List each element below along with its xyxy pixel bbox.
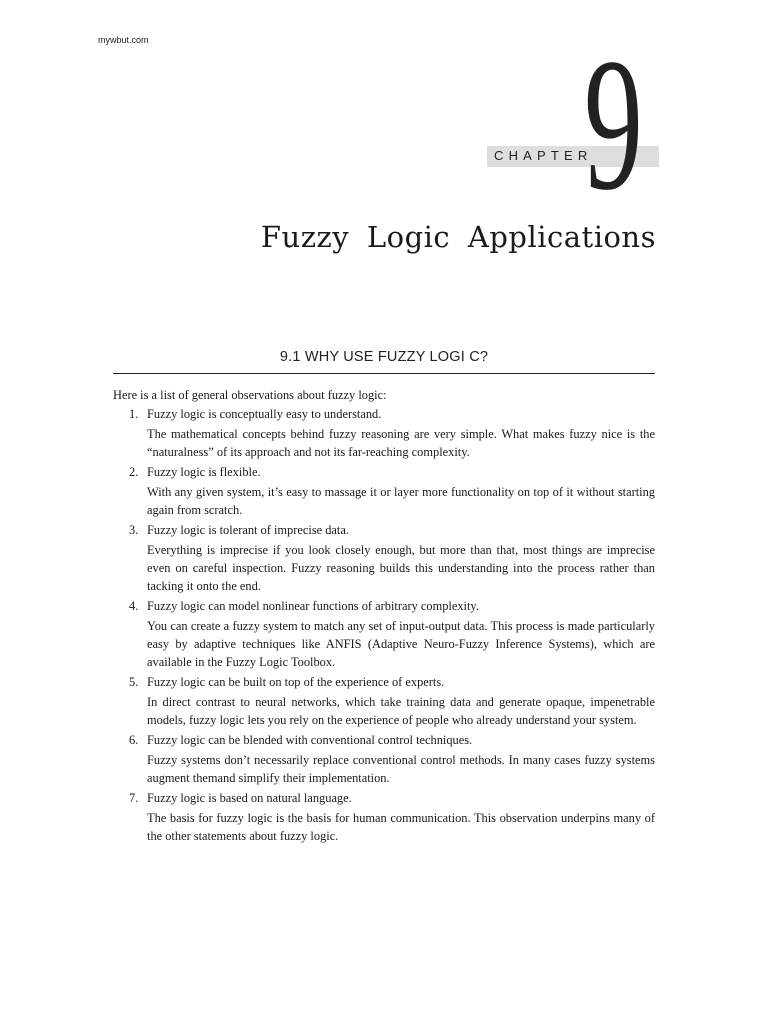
list-item [113,731,655,787]
item-number: 1. [129,407,139,421]
observations-list [113,405,655,845]
item-head-text: Fuzzy logic is tolerant of imprecise data. [147,523,349,537]
item-head-text: Fuzzy logic can be built on top of the experience of experts. [147,675,445,689]
item-number: 7. [129,791,139,805]
list-item [113,789,655,845]
chapter-title: Fuzzy Logic Applications [260,220,656,254]
body-content [113,386,655,847]
list-item [113,597,655,671]
item-body: You can create a fuzzy system to match any set of input-output data. This process is made particularly easy by adaptive techniques like ANFIS (Adaptive Neuro-Fuzzy Inference Systems), which are available in the Fuzzy Logic Toolbox. [147,619,655,669]
section-rule [113,373,655,374]
item-number: 4. [129,599,139,613]
item-heading [113,789,655,807]
section-heading: 9.1 WHY USE FUZZY LOGI C? [279,349,489,365]
item-body: In direct contrast to neural networks, which take training data and generate opaque, impenetrable models, fuzzy logic lets you rely on the experience of people who already understand your system. [147,695,655,727]
item-body: Everything is imprecise if you look closely enough, but more than that, most things are imprecise even on careful inspection. Fuzzy reasoning builds this understanding into the process rather than tacking it onto the end. [147,543,655,593]
list-item [113,521,655,595]
chapter-number: 9 [584,20,643,230]
item-heading [113,463,655,481]
item-heading [113,673,655,691]
list-item [113,463,655,519]
item-number: 2. [129,465,139,479]
item-number: 3. [129,523,139,537]
item-body: The mathematical concepts behind fuzzy reasoning are very simple. What makes fuzzy nice is the “naturalness” of its approach and not its far-reaching complexity. [147,427,655,459]
item-heading [113,731,655,749]
list-item [113,673,655,729]
list-item [113,405,655,461]
item-heading [113,405,655,423]
item-head-text: Fuzzy logic is based on natural language. [147,791,352,805]
chapter-label: CHAPTER [494,148,593,163]
intro-text: Here is a list of general observations about fuzzy logic: [113,388,387,402]
site-watermark: mywbut.com [98,35,149,45]
item-head-text: Fuzzy logic is conceptually easy to understand. [147,407,382,421]
item-number: 6. [129,733,139,747]
item-head-text: Fuzzy logic is flexible. [147,465,261,479]
item-body: With any given system, it’s easy to massage it or layer more functionality on top of it without starting again from scratch. [147,485,655,517]
item-heading [113,521,655,539]
item-head-text: Fuzzy logic can model nonlinear functions of arbitrary complexity. [147,599,479,613]
item-head-text: Fuzzy logic can be blended with conventional control techniques. [147,733,473,747]
item-number: 5. [129,675,139,689]
item-heading [113,597,655,615]
item-body: Fuzzy systems don’t necessarily replace conventional control methods. In many cases fuzzy systems augment themand simplify their implementation. [147,753,655,785]
item-body: The basis for fuzzy logic is the basis for human communication. This observation underpins many of the other statements about fuzzy logic. [147,811,655,843]
